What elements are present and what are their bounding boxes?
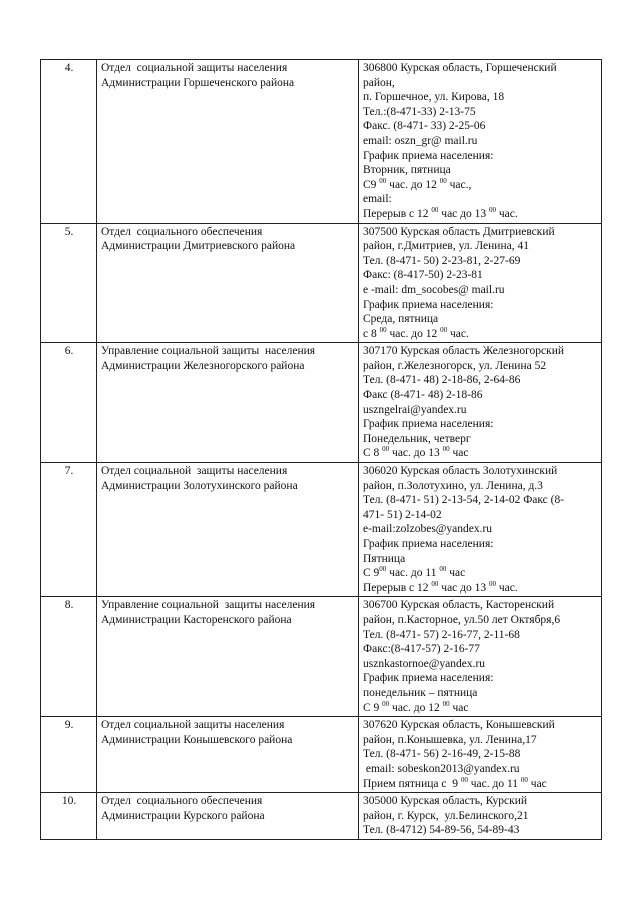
contact-text: час.: [496, 581, 518, 594]
contact-text: Тел. (8-471- 51) 2-13-54, 2-14-02 Факс (8-: [363, 494, 565, 507]
contact-line: [363, 149, 598, 164]
contact-line: [363, 239, 598, 254]
contact-text: п. Горшечное, ул. Кирова, 18: [363, 91, 505, 104]
contact-info-cell: [359, 597, 602, 717]
contact-line: [363, 283, 598, 298]
contact-text: 306800 Курская область, Горшеченский: [363, 62, 557, 74]
contact-text: 305000 Курская область, Курский: [363, 795, 528, 808]
time-minutes-superscript: 00: [442, 699, 450, 708]
contact-text: Тел. (8-471- 50) 2-23-81, 2-27-69: [363, 254, 521, 267]
contact-text: email: sobeskon2013@yandex.ru: [363, 762, 520, 775]
office-name-line: Управление социальной защиты населения: [101, 345, 316, 358]
contact-line: [363, 657, 598, 672]
contact-text: Тел. (8-471- 48) 2-18-86, 2-64-86: [363, 374, 521, 387]
contact-line: [363, 76, 598, 91]
social-protection-offices-table: [40, 59, 602, 840]
contact-text: Понедельник, четверг: [363, 432, 471, 445]
contact-line: [363, 178, 598, 193]
contact-line: [363, 344, 598, 359]
contact-line: [363, 163, 598, 178]
time-minutes-superscript: 00: [489, 579, 496, 588]
time-minutes-superscript: 00: [379, 176, 387, 185]
contact-line: [363, 312, 598, 327]
office-name-line: Отдел социальной защиты населения: [101, 62, 288, 74]
table-row: [41, 223, 602, 343]
contact-text: район, г.Железногорск, ул. Ленина 52: [363, 359, 547, 372]
contact-line: [363, 598, 598, 613]
office-name-line: Администрации Касторенского района: [101, 613, 292, 626]
contact-text: понедельник – пятница: [363, 686, 478, 699]
time-minutes-superscript: 00: [382, 699, 390, 708]
contact-text: uszngelrai@yandex.ru: [363, 403, 467, 416]
contact-text: час до 13: [438, 207, 489, 220]
contact-text: час: [449, 701, 469, 714]
office-name-cell: [97, 793, 359, 840]
time-minutes-superscript: 00: [440, 325, 448, 334]
contact-text: район, г. Курск, ул.Белинского,21: [363, 809, 529, 822]
contact-text: График приема населения:: [363, 672, 494, 685]
contact-line: [363, 809, 598, 824]
office-name-line: Администрации Горшеченского района: [101, 76, 295, 89]
contact-text: Прием пятница с 9: [363, 777, 461, 790]
row-number: 7.: [41, 463, 97, 597]
office-name-cell: [97, 597, 359, 717]
contact-line: [363, 464, 598, 479]
contact-line: [363, 254, 598, 269]
contact-text: 306700 Курская область, Касторенский: [363, 599, 555, 612]
contact-line: [363, 701, 598, 716]
contact-info-cell: [359, 343, 602, 463]
contact-text: Тел. (8-471- 56) 2-16-49, 2-15-88: [363, 748, 521, 761]
contact-text: email: oszn_gr@ mail.ru: [363, 134, 478, 147]
contact-text: Тел.:(8-471-33) 2-13-75: [363, 105, 476, 118]
contact-text: район, п.Золотухино, ул. Ленина, д.3: [363, 479, 543, 492]
contact-text: Факс: (8-417-50) 2-23-81: [363, 269, 483, 282]
contact-text: Перерыв с 12: [363, 581, 432, 594]
contact-text: С 9: [363, 701, 383, 714]
contact-info-cell: [359, 223, 602, 343]
contact-line: [363, 537, 598, 552]
contact-text: 307170 Курская область Железногорский: [363, 345, 565, 358]
time-minutes-superscript: 00: [379, 325, 387, 334]
time-minutes-superscript: 00: [439, 176, 447, 185]
office-name-line: Отдел социального обеспечения: [101, 225, 263, 238]
contact-text: час.: [496, 207, 518, 220]
contact-line: [363, 686, 598, 701]
contact-text: С 8: [363, 447, 383, 460]
row-number: 10.: [41, 793, 97, 840]
contact-line: [363, 777, 598, 792]
contact-line: [363, 628, 598, 643]
contact-line: [363, 359, 598, 374]
contact-line: [363, 192, 598, 207]
contact-line: [363, 581, 598, 596]
contact-text: email:: [363, 193, 392, 206]
contact-text: usznkastornoe@yandex.ru: [363, 657, 486, 670]
contact-text: час.,: [446, 178, 472, 191]
office-name-line: Администрации Конышевского района: [101, 733, 293, 746]
contact-text: час. до 12: [389, 701, 443, 714]
row-number: 4.: [41, 60, 97, 224]
contact-line: [363, 432, 598, 447]
contact-info-cell: [359, 60, 602, 224]
contact-info-cell: [359, 717, 602, 793]
contact-info-cell: [359, 463, 602, 597]
row-number: 8.: [41, 597, 97, 717]
contact-text: час: [446, 567, 466, 580]
contact-text: Факс. (8-471- 33) 2-25-06: [363, 120, 486, 133]
office-name-line: Управление социальной защиты населения: [101, 599, 316, 612]
table-row: [41, 793, 602, 840]
table-row: [41, 60, 602, 224]
contact-line: [363, 642, 598, 657]
contact-text: График приема населения:: [363, 298, 494, 311]
contact-text: е -mail: dm_socobes@ mail.ru: [363, 283, 505, 296]
contact-text: час.: [447, 327, 469, 340]
row-number: 9.: [41, 717, 97, 793]
time-minutes-superscript: 00: [460, 775, 468, 784]
table-row: [41, 597, 602, 717]
contact-line: [363, 446, 598, 461]
office-name-line: Администрации Железногорского района: [101, 359, 305, 372]
contact-line: [363, 566, 598, 581]
contact-text: 307500 Курская область Дмитриевский: [363, 225, 555, 238]
time-minutes-superscript: 00: [382, 445, 390, 454]
office-name-cell: [97, 463, 359, 597]
contact-line: [363, 403, 598, 418]
contact-text: Перерыв с 12: [363, 207, 432, 220]
contact-line: [363, 493, 598, 508]
contact-text: 307620 Курская область, Конышевский: [363, 719, 555, 732]
contact-line: [363, 268, 598, 283]
table-row: [41, 717, 602, 793]
table-row: [41, 343, 602, 463]
office-name-line: Администрации Золотухинского района: [101, 479, 298, 492]
contact-line: [363, 747, 598, 762]
contact-line: [363, 119, 598, 134]
contact-line: [363, 794, 598, 809]
contact-text: График приема населения:: [363, 418, 494, 431]
contact-line: [363, 61, 598, 76]
table-row: [41, 463, 602, 597]
contact-line: [363, 327, 598, 342]
time-minutes-superscript: 00: [431, 205, 439, 214]
contact-line: [363, 388, 598, 403]
contact-text: час. до 12: [386, 327, 441, 340]
contact-text: час. до 11: [386, 567, 440, 580]
contact-text: С 9: [363, 567, 380, 580]
contact-line: [363, 479, 598, 494]
contact-line: [363, 373, 598, 388]
time-minutes-superscript: 00: [489, 205, 496, 214]
contact-text: с 8: [363, 327, 380, 340]
contact-line: [363, 508, 598, 523]
contact-text: График приема населения:: [363, 149, 494, 162]
row-number: 5.: [41, 223, 97, 343]
contact-line: [363, 417, 598, 432]
contact-text: район, г.Дмитриев, ул. Ленина, 41: [363, 240, 529, 253]
contact-text: Пятница: [363, 552, 406, 565]
office-name-line: Отдел социальной защиты населения: [101, 719, 285, 732]
office-name-cell: [97, 60, 359, 224]
contact-text: e-mail:zolzobes@yandex.ru: [363, 523, 493, 536]
contact-text: Тел. (8-471- 57) 2-16-77, 2-11-68: [363, 628, 520, 641]
contact-text: С9: [363, 178, 380, 191]
contact-line: [363, 552, 598, 567]
contact-text: 306020 Курская область Золотухинский: [363, 465, 558, 478]
table-body: [41, 60, 602, 840]
contact-line: [363, 718, 598, 733]
office-name-line: Отдел социальной защиты населения: [101, 465, 288, 478]
office-name-line: Администрации Дмитриевского района: [101, 240, 296, 253]
contact-line: [363, 105, 598, 120]
contact-line: [363, 134, 598, 149]
contact-text: район, п.Касторное, ул.50 лет Октября,6: [363, 613, 561, 626]
contact-text: район, п.Конышевка, ул. Ленина,17: [363, 733, 537, 746]
contact-line: [363, 613, 598, 628]
contact-text: час: [527, 777, 547, 790]
contact-line: [363, 90, 598, 105]
contact-text: Среда, пятница: [363, 313, 439, 326]
contact-line: [363, 225, 598, 240]
contact-text: Тел. (8-4712) 54-89-56, 54-89-43: [363, 824, 520, 837]
contact-line: [363, 522, 598, 537]
time-minutes-superscript: 00: [431, 579, 439, 588]
office-name-cell: [97, 223, 359, 343]
contact-text: Вторник, пятница: [363, 164, 451, 177]
contact-text: час. до 11: [467, 777, 521, 790]
contact-line: [363, 733, 598, 748]
contact-line: [363, 298, 598, 313]
contact-text: Факс (8-471- 48) 2-18-86: [363, 389, 483, 402]
time-minutes-superscript: 00: [379, 565, 387, 574]
contact-line: [363, 823, 598, 838]
row-number: 6.: [41, 343, 97, 463]
office-name-line: Администрации Курского района: [101, 809, 265, 822]
time-minutes-superscript: 00: [439, 565, 447, 574]
contact-line: [363, 762, 598, 777]
contact-text: Факс:(8-417-57) 2-16-77: [363, 643, 480, 656]
contact-text: час. до 13: [389, 447, 443, 460]
contact-line: [363, 671, 598, 686]
contact-text: район,: [363, 76, 395, 89]
contact-text: График приема населения:: [363, 538, 494, 550]
contact-text: 471- 51) 2-14-02: [363, 508, 442, 521]
office-name-cell: [97, 343, 359, 463]
time-minutes-superscript: 00: [520, 775, 528, 784]
contact-text: час до 13: [438, 581, 489, 594]
office-name-line: Отдел социального обеспечения: [101, 795, 263, 808]
time-minutes-superscript: 00: [442, 445, 450, 454]
contact-text: час: [449, 447, 469, 460]
contact-text: час. до 12: [386, 178, 440, 191]
contact-info-cell: [359, 793, 602, 840]
contact-line: [363, 207, 598, 222]
office-name-cell: [97, 717, 359, 793]
